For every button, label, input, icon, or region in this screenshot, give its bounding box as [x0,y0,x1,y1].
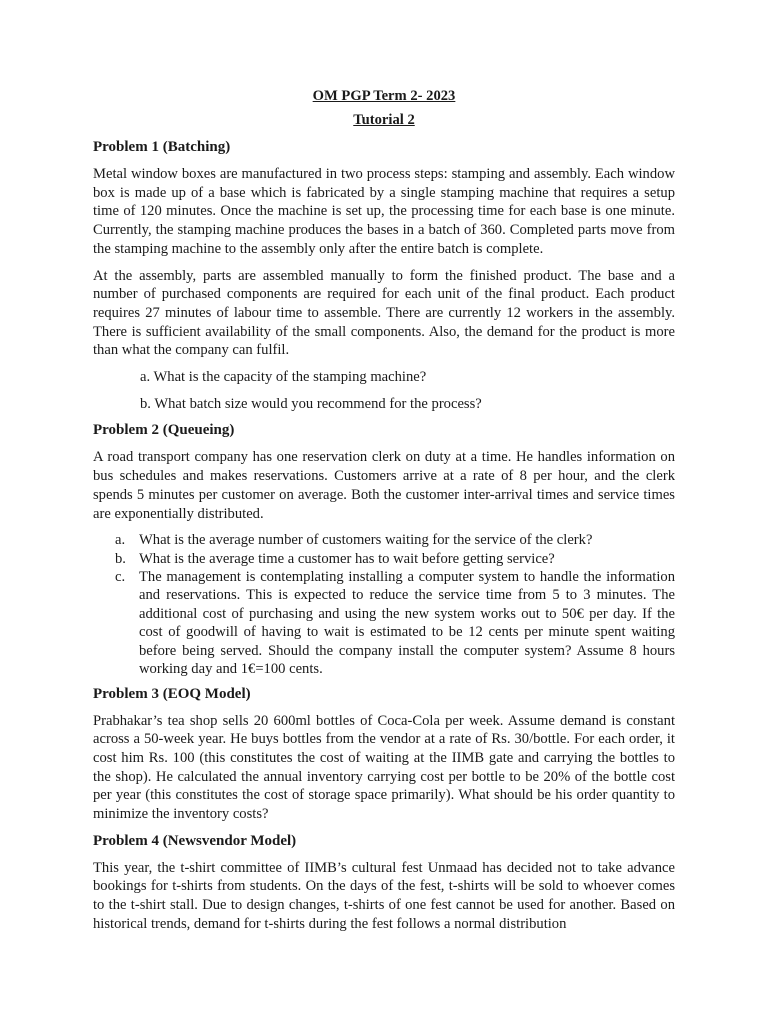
problem1-paragraph-1: Metal window boxes are manufactured in two process steps: stamping and assembly. Each window box is made up of a base which is fabricated by a single stamping machine that requires a setup time of 120 minutes. Once the machine is set up, the processing time for each base is one minute. Currently, the stamping machine produces the bases in a batch of 360. Completed parts move from the stamping machine to the assembly only after the entire batch is complete. [93,166,675,257]
document-subtitle: Tutorial 2 [353,112,415,128]
question-text: What is the average number of customers waiting for the service of the clerk? [139,532,593,549]
document-body [93,87,675,942]
document-title: OM PGP Term 2- 2023 [312,88,456,104]
problem4-paragraph-1: This year, the t-shirt committee of IIMB’s cultural fest Unmaad has decided not to take advance bookings for t-shirts from students. On the days of the fest, t-shirts will be sold to whoever comes to the t-shirt stall. Due to design changes, t-shirts of one fest cannot be used for another. Based on historical trends, demand for t-shirts during the fest follows a normal distribution [93,859,675,932]
problem2-heading: Problem 2 (Queueing) [93,422,235,439]
problem1-question-b: b. What batch size would you recommend for the process? [140,395,482,412]
problem1-question-a: a. What is the capacity of the stamping machine? [140,369,427,386]
list-marker: a. [115,532,126,549]
problem2-paragraph-1: A road transport company has one reservation clerk on duty at a time. He handles information on bus schedules and makes reservations. Customers arrive at a rate of 8 per hour, and the clerk spends 5 minutes per customer on average. Both the customer inter-arrival times and service times are exponentially distributed. [93,449,675,522]
problem1-heading: Problem 1 (Batching) [93,139,231,155]
question-text: What is the average time a customer has to wait before getting service? [139,550,555,567]
problem3-heading: Problem 3 (EOQ Model) [93,685,251,702]
question-text: The management is contemplating installing a computer system to handle the information and reservations. This is expected to reduce the service time from 5 to 3 minutes. The additional cost of purchasing and using the new system works out to 50€ per day. If the cost of goodwill of having to wait is estimated to be 12 cents per minute spent waiting before being served. Should the company install the computer system? Assume 8 hours working day and 1€=100 cents. [139,569,675,678]
problem4-heading: Problem 4 (Newsvendor Model) [93,832,297,849]
problem2-question-c [115,568,675,678]
problem2-question-list [93,531,675,678]
list-marker: c. [115,569,126,586]
problem3-paragraph-1: Prabhakar’s tea shop sells 20 600ml bottles of Coca-Cola per week. Assume demand is constant across a 50-week year. He buys bottles from the vendor at a rate of Rs. 30/bottle. For each order, it cost him Rs. 100 (this constitutes the cost of waiting at the IIMB gate and carrying the bottles to the shop). He calculated the annual inventory carrying cost per bottle to be 20% of the bottle cost per year (this constitutes the cost of storage space primarily). What should be his order quantity to minimize the inventory costs? [93,712,675,823]
list-marker: b. [115,550,126,567]
problem2-question-b [115,550,675,568]
problem1-paragraph-2: At the assembly, parts are assembled manually to form the finished product. The base and a number of purchased components are required for each unit of the final product. Each product requires 27 minutes of labour time to assemble. There are currently 12 workers in the assembly. There is sufficient availability of the small components. Also, the demand for the product is more than what the company can fulfil. [93,267,675,359]
problem2-question-a [115,531,675,549]
